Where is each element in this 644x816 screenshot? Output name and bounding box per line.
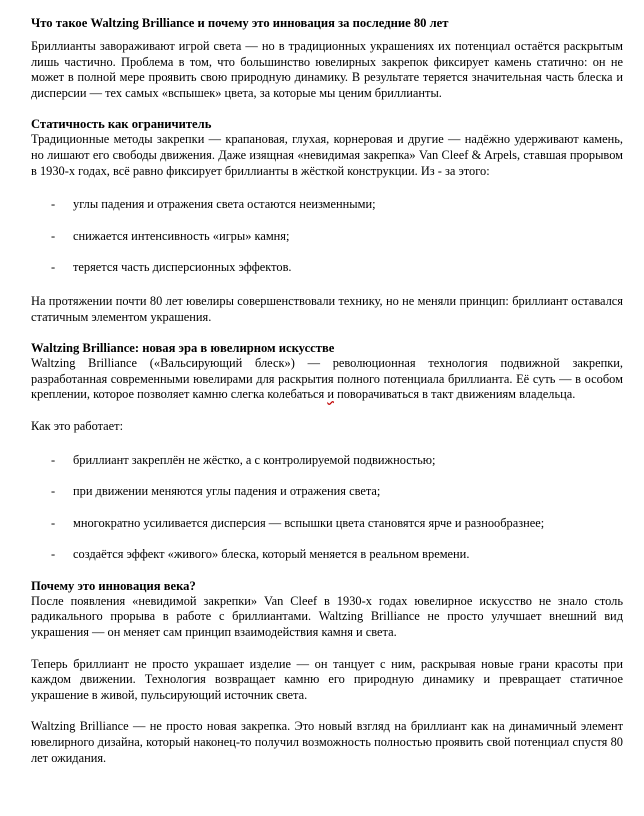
section-heading-waltzing: Waltzing Brilliance: новая эра в ювелирном искусстве (31, 341, 335, 356)
section-heading-innovation: Почему это инновация века? (31, 578, 196, 593)
list-item: - создаётся эффект «живого» блеска, который меняется в реальном времени. (51, 547, 470, 562)
waltzing-paragraph: Waltzing Brilliance («Вальсирующий блеск») — революционная технология подвижной закрепки, разработанная современными ювелирами для раскрытия полного потенциала бриллианта. Её суть — в особом креплении, которое позволяет камню слегка колебаться и поворачиваться в такт движениям владельца. (31, 356, 623, 402)
innovation-paragraph-2: Теперь бриллиант не просто украшает изделие — он танцует с ним, раскрывая новые грани красоты при каждом движении. Технология возвращает камню его природную динамику и превращает статичное украшение в живой, пульсирующий источник света. (31, 656, 623, 702)
innovation-paragraph-1: После появления «невидимой закрепки» Van Cleef в 1930-х годах ювелирное искусство не знало столь радикального прорыва в работе с бриллиантами. Waltzing Brilliance не просто улучшает внешний вид украшения — он меняет сам принцип взаимодействия камня и света. (31, 593, 623, 640)
spellcheck-underlined-word: и (327, 387, 334, 402)
bullet-marker: - (51, 484, 56, 499)
bullet-marker: - (51, 452, 56, 467)
bullet-marker: - (51, 228, 56, 243)
how-it-works-intro: Как это работает: (31, 418, 124, 433)
document-page (31, 16, 623, 766)
static-paragraph: Традиционные методы закрепки — крапановая, глухая, корнеровая и другие — надёжно удерживают камень, но лишают его свободы движения. Даже изящная «невидимая закрепка» Van Cleef & Arpels, ставшая прорывом в 1930-х годах, всё равно фиксирует бриллианты в жёсткой конструкции. Из - за этого: (31, 132, 623, 178)
list-item: - бриллиант закреплён не жёстко, а с контролируемой подвижностью; (51, 452, 436, 467)
section-heading-intro: Что такое Waltzing Brilliance и почему это инновация за последние 80 лет (31, 16, 449, 30)
list-item: - снижается интенсивность «игры» камня; (51, 228, 290, 243)
static-bullet-list (31, 197, 623, 276)
bullet-marker: - (51, 515, 56, 530)
list-item: - углы падения и отражения света остаются неизменными; (51, 197, 376, 212)
section-heading-static: Статичность как ограничитель (31, 117, 212, 132)
list-item: - многократно усиливается дисперсия — вспышки цвета становятся ярче и разнообразнее; (51, 515, 545, 530)
list-item: - при движении меняются углы падения и отражения света; (51, 484, 381, 499)
static-closing-paragraph: На протяжении почти 80 лет ювелиры совершенствовали технику, но не меняли принцип: бриллиант оставался статичным элементом украшения. (31, 293, 623, 324)
bullet-marker: - (51, 260, 56, 275)
list-item: - теряется часть дисперсионных эффектов. (51, 260, 292, 275)
innovation-paragraph-3: Waltzing Brilliance — не просто новая закрепка. Это новый взгляд на бриллиант как на динамичный элемент ювелирного дизайна, который наконец-то получил возможность полностью проявить свой потенциал спустя 80 лет ожидания. (31, 719, 623, 765)
bullet-marker: - (51, 547, 56, 562)
waltzing-bullet-list (31, 453, 623, 563)
bullet-marker: - (51, 197, 56, 212)
intro-paragraph: Бриллианты завораживают игрой света — но в традиционных украшениях их потенциал остаётся раскрытым лишь частично. Проблема в том, что большинство ювелирных закрепок фиксирует камень статично: он не может в полной мере проявить свою природную динамику. В результате теряется значительная часть блеска и дисперсии — тех самых «вспышек» цвета, за которые мы ценим бриллианты. (31, 39, 623, 100)
